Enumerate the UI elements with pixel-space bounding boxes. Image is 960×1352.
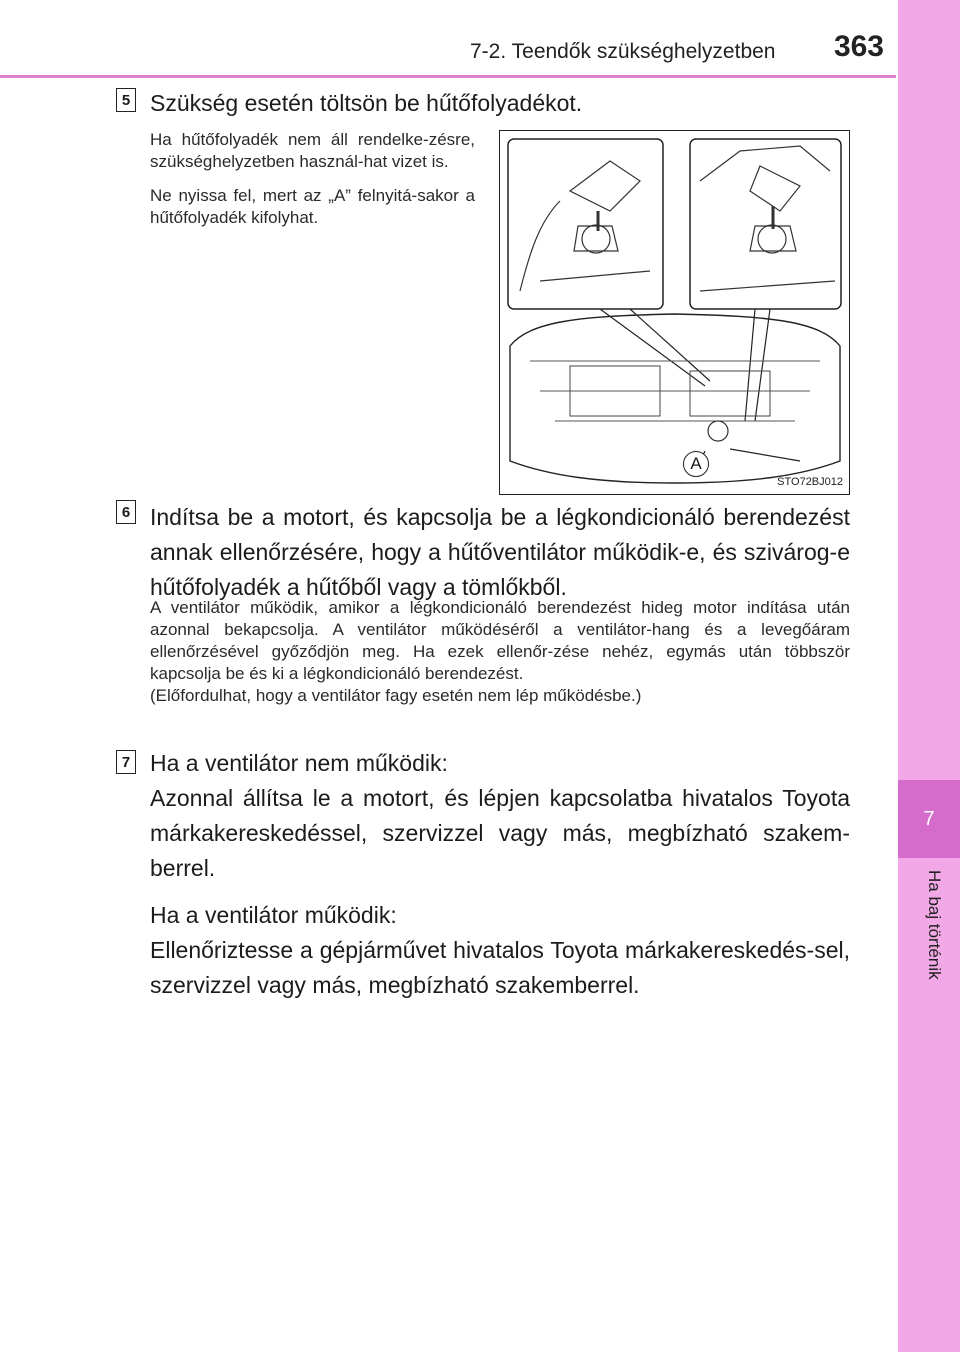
step-6-notes [150, 597, 850, 707]
step-7-action-not-working: Azonnal állítsa le a motort, és lépjen kapcsolatba hivatalos Toyota márkakereskedéssel, szervizzel vagy más, megbízható szakem-berrel. [150, 785, 850, 881]
illustration-code: STO72BJ012 [777, 476, 843, 488]
step-7-condition-working: Ha a ventilátor működik: [150, 902, 397, 928]
step-5-instruction: Szükség esetén töltsön be hűtőfolyadékot. [150, 90, 583, 116]
step-6-instruction: Indítsa be a motort, és kapcsolja be a légkondicionáló berendezést annak ellenőrzésére, hogy a hűtőventilátor működik-e, és szivárog-e hűtőfolyadék a hűtőből vagy a tömlőkből. [150, 504, 850, 600]
step-5-notes [150, 129, 475, 229]
chapter-number-tab[interactable]: 7 [898, 780, 960, 858]
step-5-note-2: Ne nyissa fel, mert az „A” felnyitá-sakor a hűtőfolyadék kifolyhat. [150, 186, 475, 227]
chapter-side-tab [898, 0, 960, 1352]
page-number: 363 [833, 30, 884, 63]
step-6-note-2: (Előfordulhat, hogy a ventilátor fagy esetén nem lép működésbe.) [150, 686, 642, 705]
step-badge-6: 6 [116, 500, 136, 524]
header-rule [0, 75, 896, 78]
step-5-note-1: Ha hűtőfolyadék nem áll rendelke-zésre, szükséghelyzetben használ-hat vizet is. [150, 130, 475, 171]
engine-illustration-drawing [500, 131, 849, 494]
header-section-title: 7-2. Teendők szükséghelyzetben [470, 40, 776, 63]
step-badge-5: 5 [116, 88, 136, 112]
chapter-title-vertical: Ha baj történik [925, 870, 944, 980]
step-7-action-working: Ellenőriztesse a gépjárművet hivatalos Toyota márkakereskedés-sel, szervizzel vagy más, megbízható szakemberrel. [150, 937, 850, 998]
callout-a-label: A [683, 451, 709, 477]
step-7-content [150, 746, 850, 1003]
step-7-condition-not-working: Ha a ventilátor nem működik: [150, 750, 448, 776]
step-badge-7: 7 [116, 750, 136, 774]
step-6-note-1: A ventilátor működik, amikor a légkondicionáló berendezést hideg motor indítása után azonnal bekapcsolja. A ventilátor működéséről a ventilátor-hang és a levegőáram ellenőrzésével győződjön meg. Ha ezek ellenőr-zése nehéz, egymás után többször kapcsolja be és ki a légkondicionáló berendezést. [150, 598, 850, 683]
engine-bay-illustration [499, 130, 850, 495]
